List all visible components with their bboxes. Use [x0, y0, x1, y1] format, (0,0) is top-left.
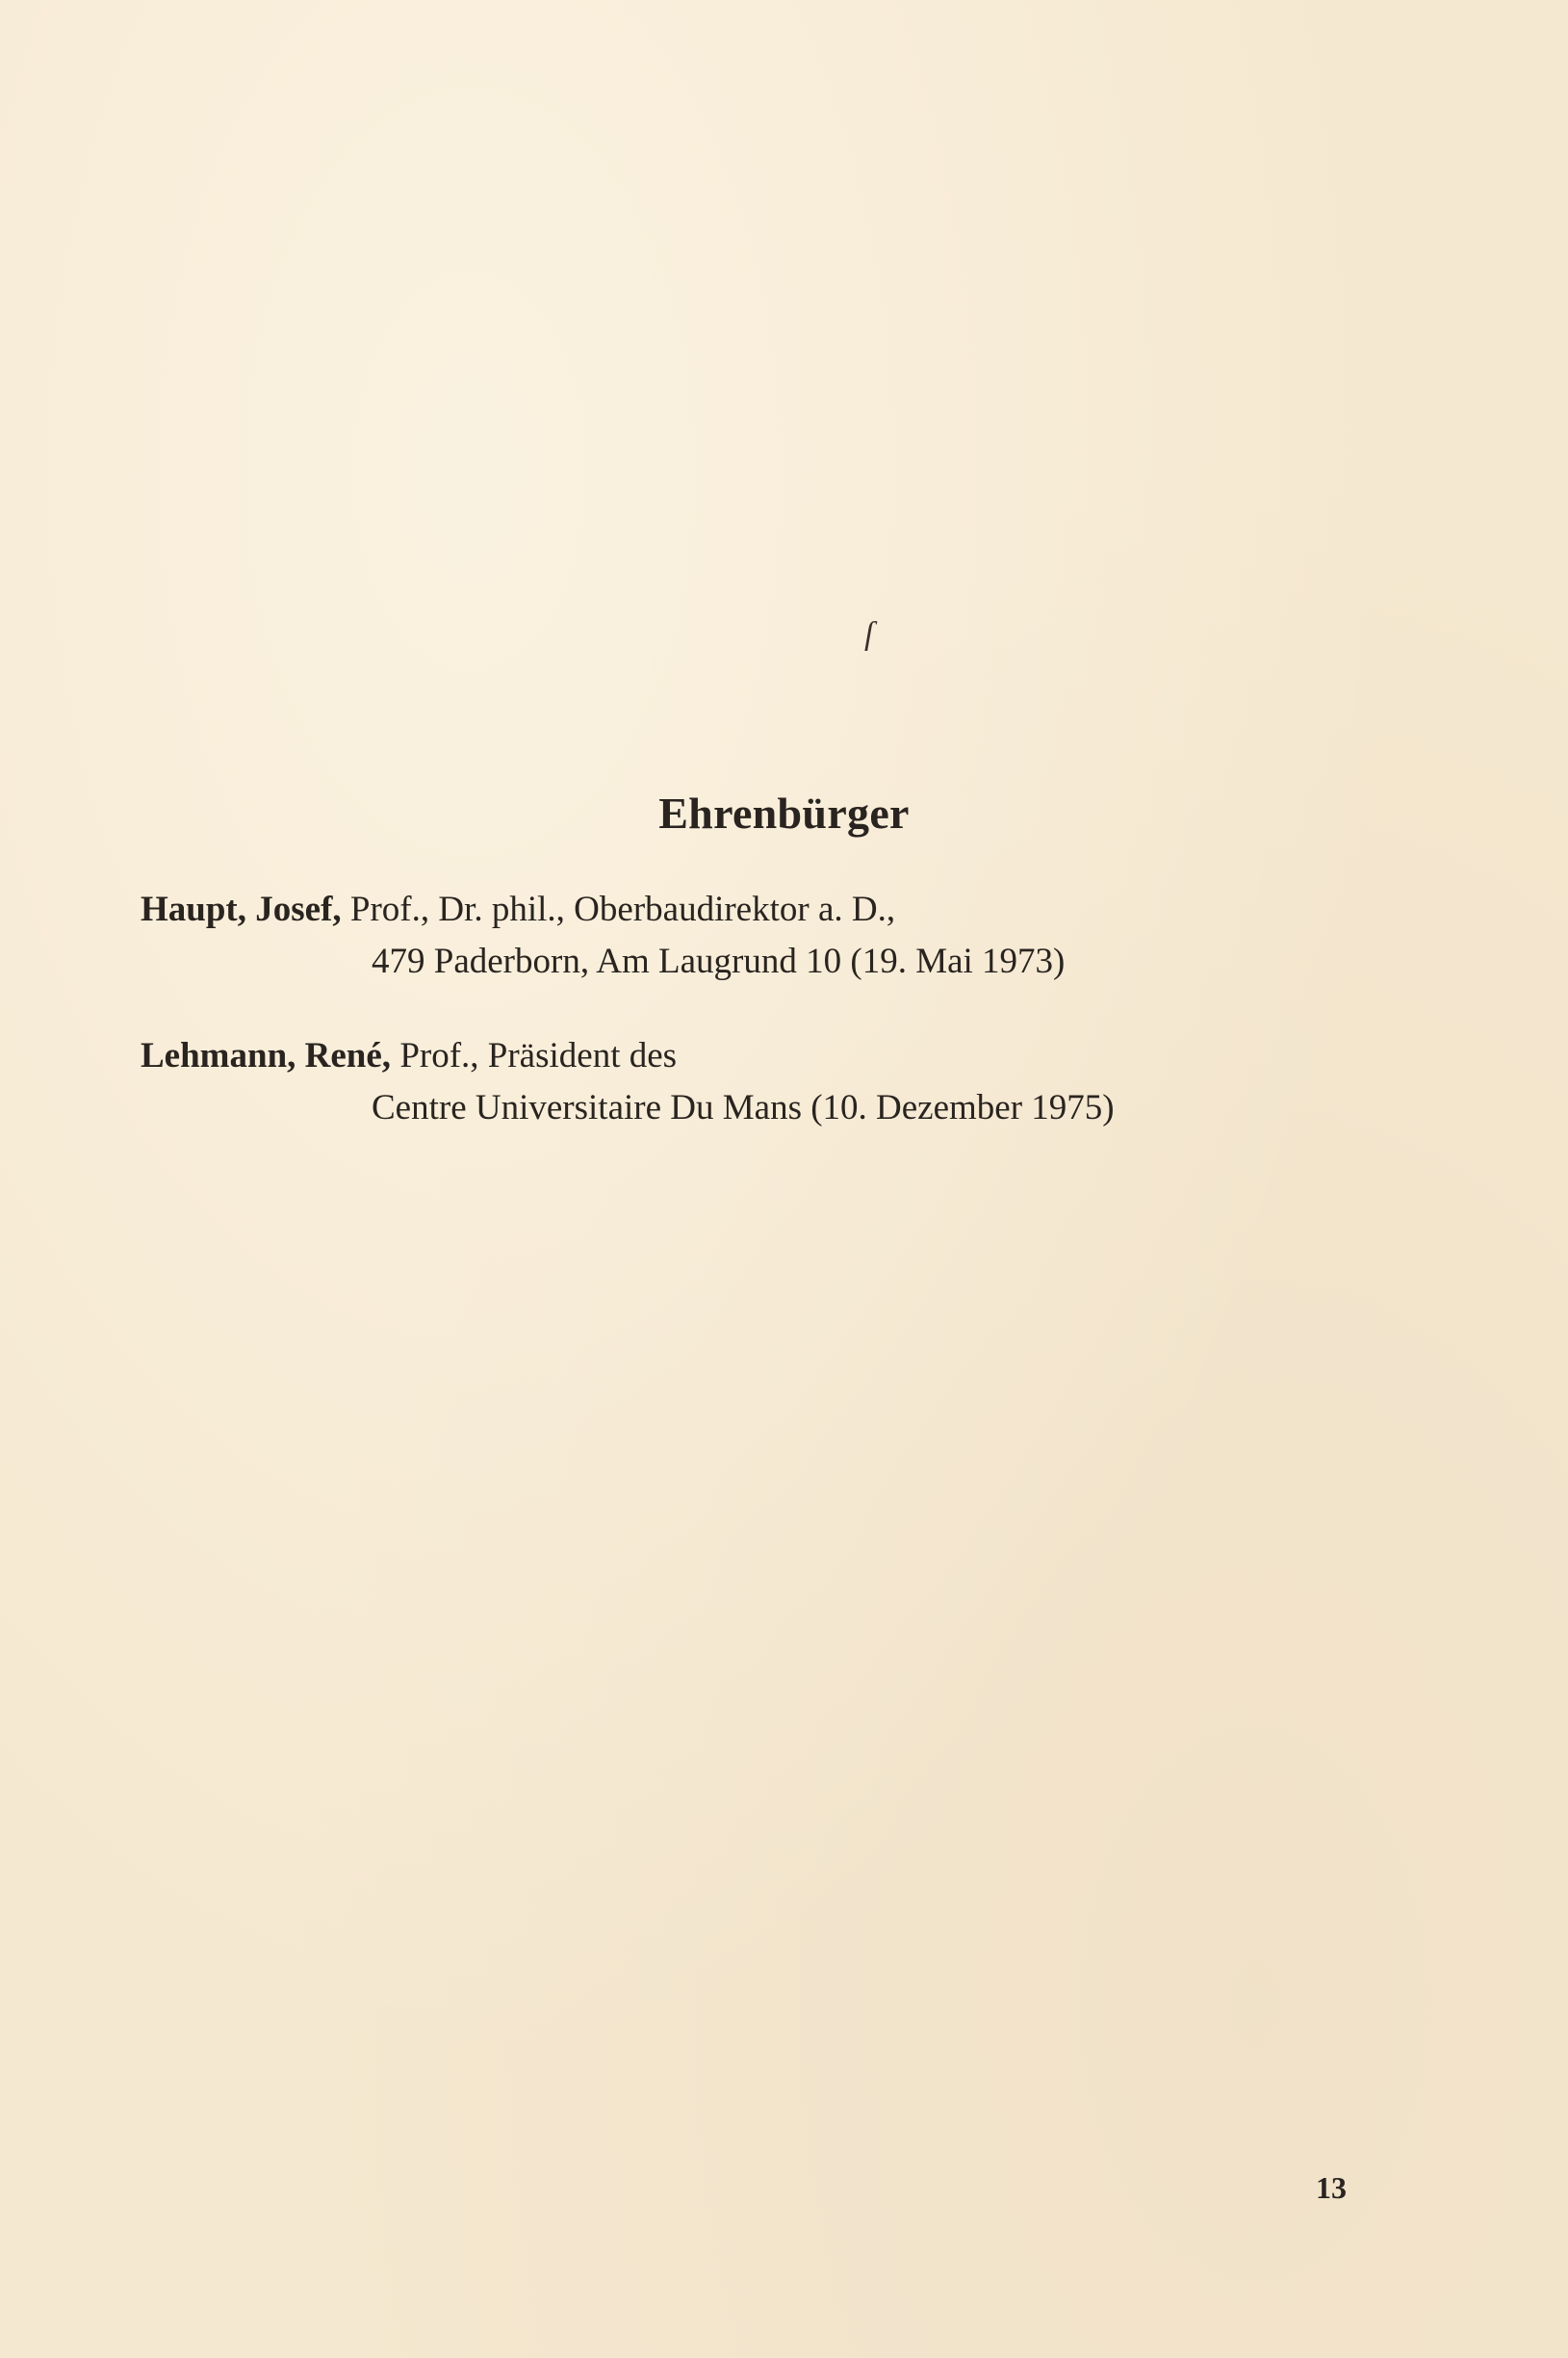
entry-name: Haupt, Josef, [141, 890, 342, 929]
list-item [141, 1030, 1115, 1134]
entry-details: Prof., Präsident des [399, 1036, 678, 1075]
page-title: Ehrenbürger [658, 789, 910, 838]
page-number: 13 [1316, 2170, 1347, 2205]
entry-details: Prof., Dr. phil., Oberbaudirektor a. D., [349, 890, 896, 929]
stray-pen-mark: ſ [864, 616, 874, 652]
entry-name: Lehmann, René, [141, 1036, 392, 1075]
entry-address: 479 Paderborn, Am Laugrund 10 (19. Mai 1973) [372, 942, 1066, 981]
entry-address: Centre Universitaire Du Mans (10. Dezember 1975) [372, 1088, 1115, 1127]
list-item [141, 884, 1065, 988]
